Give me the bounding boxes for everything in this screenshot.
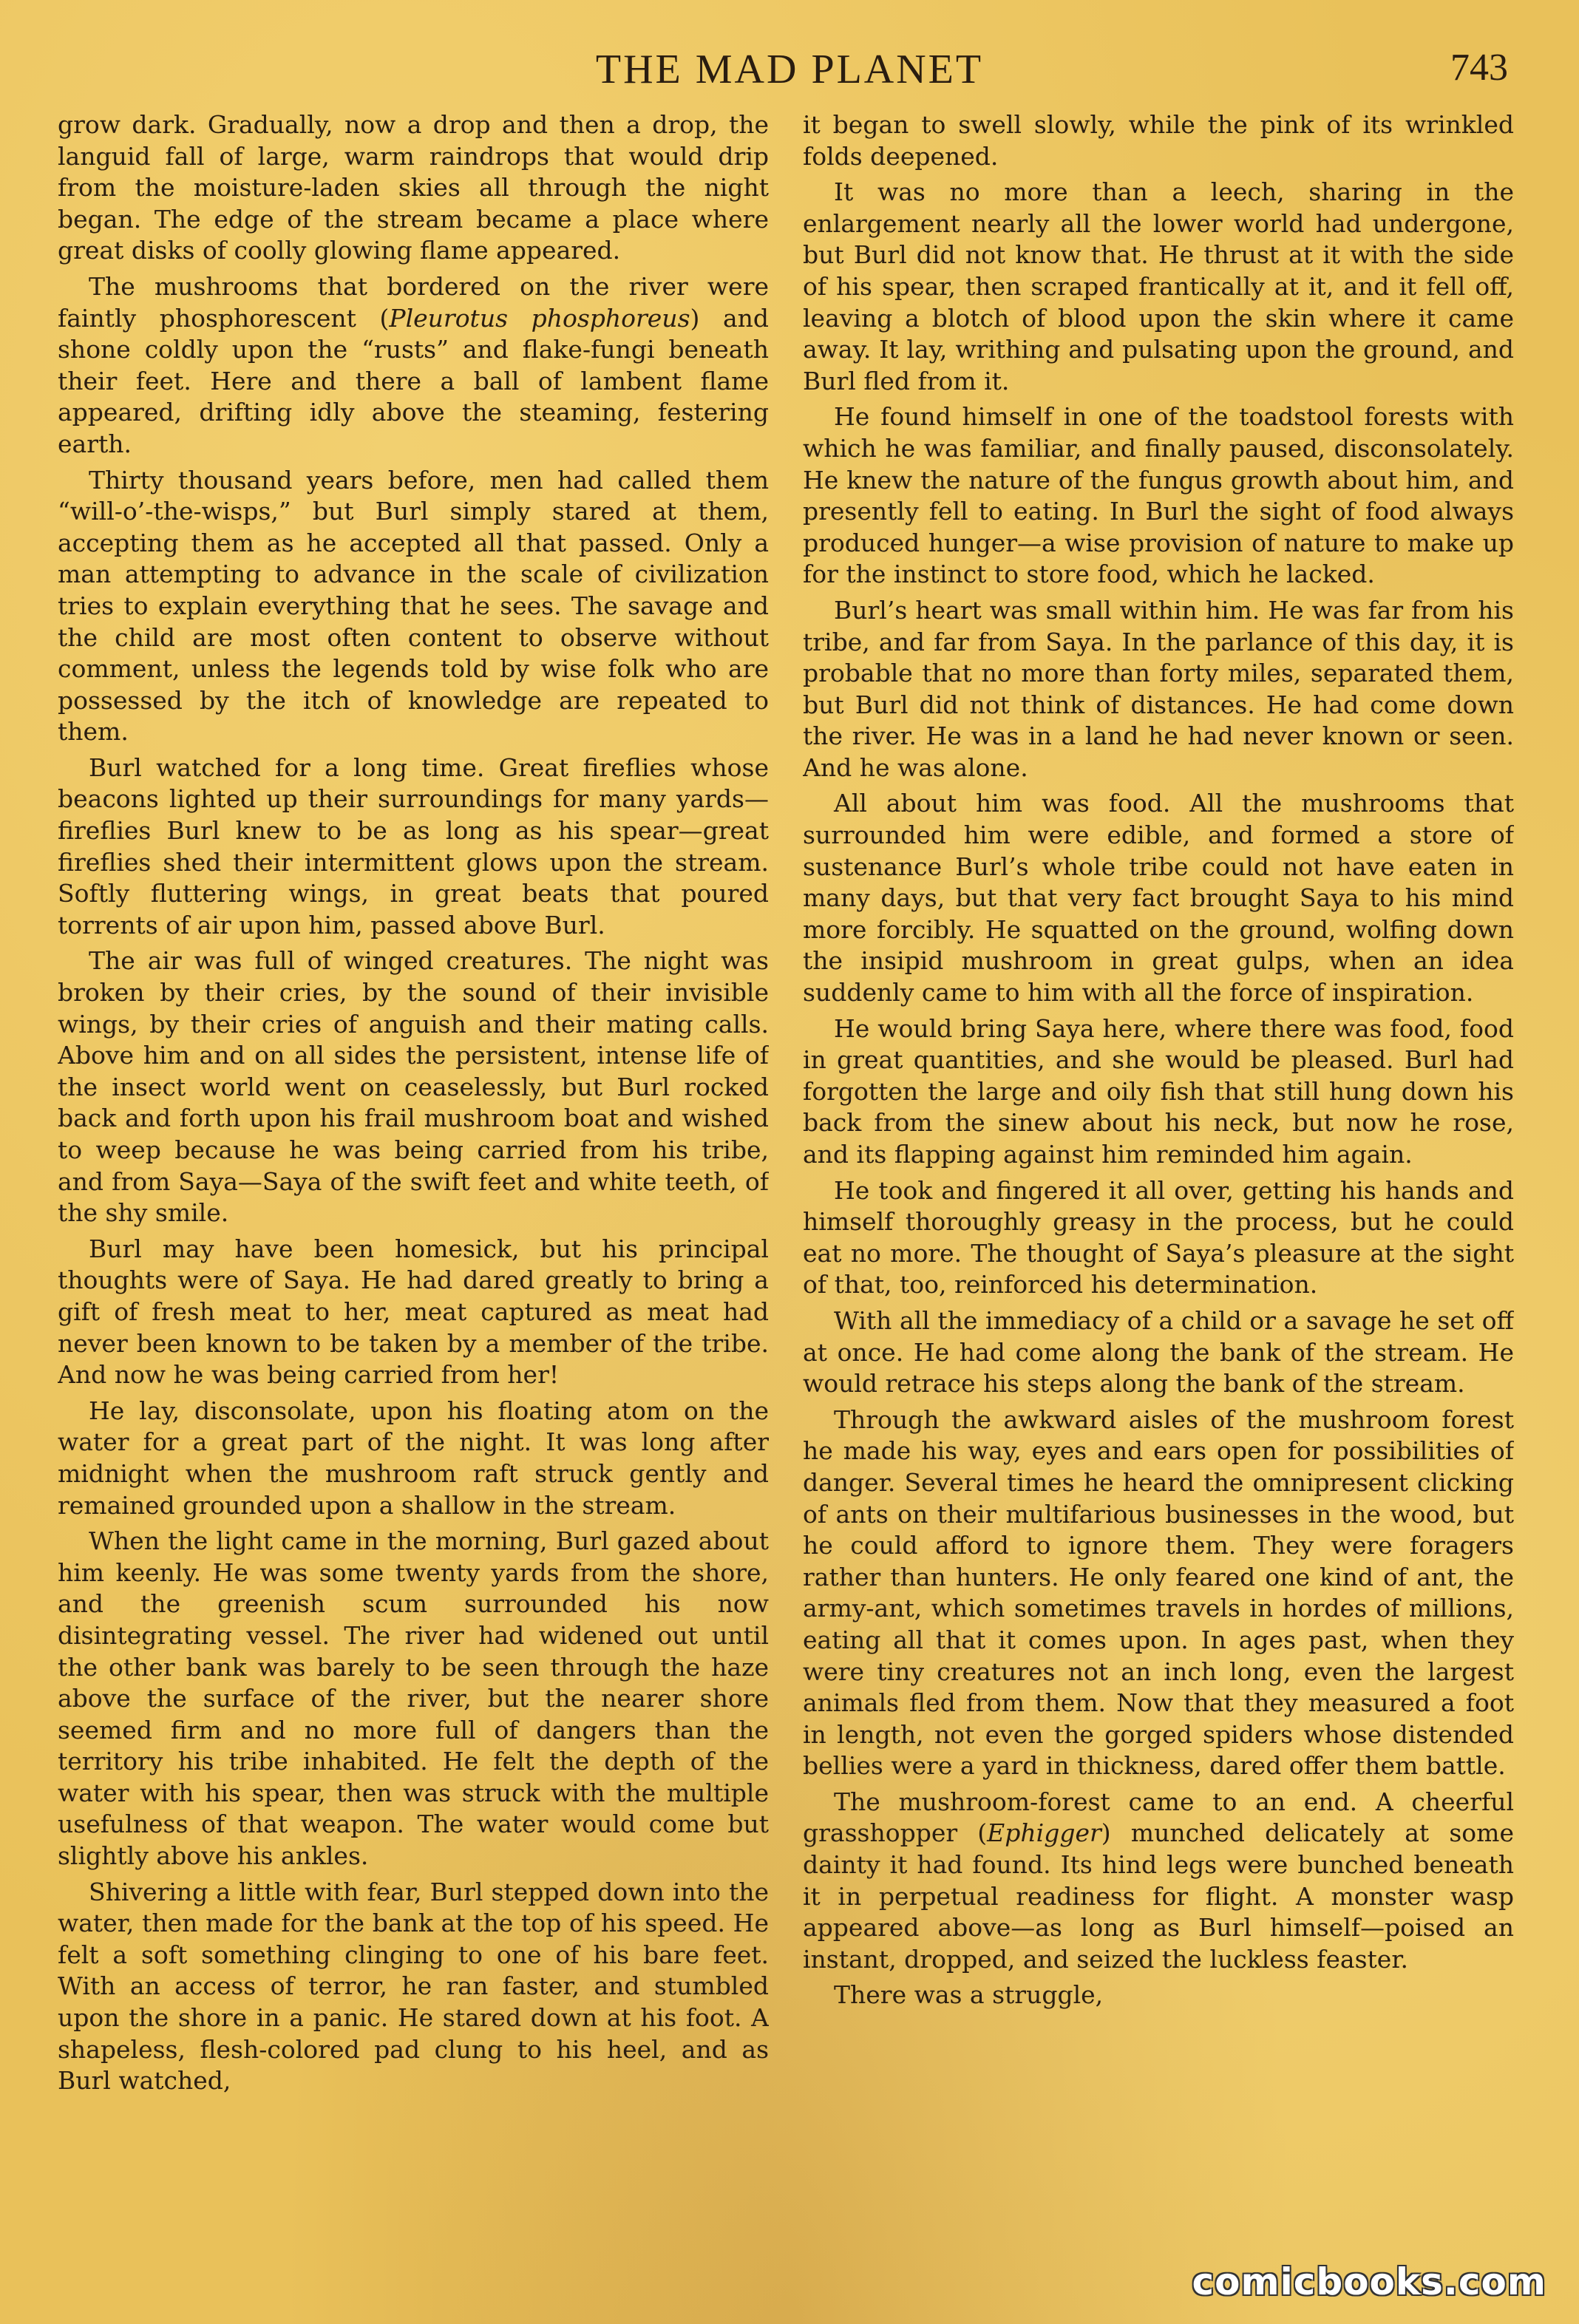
paragraph: Burl’s heart was small within him. He was far from his tribe, and far from Saya. In the parlance of this day, it is probable that no more than forty miles, separated them, but Burl did not think of distances. He had come down the river. He was in a land he had never known or seen. And he was alone.	[803, 595, 1514, 782]
left-column	[58, 109, 769, 2272]
paragraph: Burl may have been homesick, but his principal thoughts were of Saya. He had dared greatly to bring a gift of fresh meat to her, meat captured as meat had never been known to be taken by a member of the tribe. And now he was being carried from her!	[58, 1234, 769, 1390]
site-watermark: comicbooks.com	[1192, 2260, 1546, 2303]
paragraph	[58, 271, 769, 461]
paragraph: It was no more than a leech, sharing in the enlargement nearly all the lower world had undergone, but Burl did not know that. He thrust at it with the side of his spear, then scraped frantically at it, and it fell off, leaving a blotch of blood upon the skin where it came away. It lay, writhing and pulsating upon the ground, and Burl fled from it.	[803, 177, 1514, 395]
paragraph-text: The mushrooms that bordered on the river were faintly phosphorescent (	[58, 271, 769, 333]
paragraph: He lay, disconsolate, upon his floating atom on the water for a great part of the night. It was long after midnight when the mushroom raft struck gently and remained grounded upon a shallow in the stream.	[58, 1396, 769, 1520]
paragraph: grow dark. Gradually, now a drop and then a drop, the languid fall of large, warm raindrops that would drip from the moisture-laden skies all through the night began. The edge of the stream became a place where great disks of coolly glowing flame appeared.	[58, 110, 769, 265]
paragraph: Through the awkward aisles of the mushroom forest he made his way, eyes and ears open for possibilities of danger. Several times he heard the omnipresent clicking of ants on their multifarious businesses in the wood, but he could afford to ignore them. They were foragers rather than hunters. He only feared one kind of ant, the army-ant, which sometimes travels in hordes of millions, eating all that it comes upon. In ages past, when they were tiny creatures not an inch long, even the largest animals fled from them. Now that they measured a foot in length, not even the gorged spiders whose distended bellies were a yard in thickness, dared offer them battle.	[803, 1404, 1514, 1781]
page-header	[59, 46, 1520, 98]
running-title: THE MAD PLANET	[595, 47, 984, 92]
paragraph: He would bring Saya here, where there was food, food in great quantities, and she would be pleased. Burl had forgotten the large and oily fish that still hung down his back from the sinew about his neck, but now he rose, and its flapping against him reminded him again.	[803, 1013, 1514, 1169]
italic-species-name: Ephigger	[987, 1818, 1101, 1848]
paragraph: With all the immediacy of a child or a savage he set off at once. He had come along the bank of the stream. He would retrace his steps along the bank of the stream.	[803, 1305, 1514, 1399]
paragraph: He took and fingered it all over, getting his hands and himself thoroughly greasy in the process, but he could eat no more. The thought of Saya’s pleasure at the sight of that, too, reinforced his determination.	[803, 1175, 1514, 1299]
paragraph: Thirty thousand years before, men had called them “will-o’-the-wisps,” but Burl simply stared at them, accepting them as he accepted all that passed. Only a man attempting to advance in the scale of civilization tries to explain everything that he sees. The savage and the child are most often content to observe without comment, unless the legends told by wise folk who are possessed by the itch of knowledge are repeated to them.	[58, 465, 769, 747]
paragraph: All about him was food. All the mushrooms that surrounded him were edible, and formed a store of sustenance Burl’s whole tribe could not have eaten in many days, but that very fact brought Saya to his mind more forcibly. He squatted on the ground, wolfing down the insipid mushroom in great gulps, when an idea suddenly came to him with all the force of inspiration.	[803, 789, 1514, 1008]
paragraph	[803, 1787, 1514, 1976]
paragraph-text: The mushroom-forest came to an end. A cheerful grasshopper (	[803, 1787, 1514, 1848]
paragraph: Shivering a little with fear, Burl stepped down into the water, then made for the bank at the top of his speed. He felt a soft something clinging to one of his bare feet. With an access of terror, he ran faster, and stumbled upon the shore in a panic. He stared down at his foot. A shapeless, flesh-colored pad clung to his heel, and as Burl watched,	[58, 1877, 769, 2096]
italic-species-name: Pleurotus phosphoreus	[389, 303, 690, 333]
paragraph: it began to swell slowly, while the pink of its wrinkled folds deepened.	[803, 110, 1514, 171]
paragraph: Burl watched for a long time. Great fireflies whose beacons lighted up their surroundings for many yards—fireflies Burl knew to be as long as his spear—great fireflies shed their intermittent glows upon the stream. Softly fluttering wings, in great beats that poured torrents of air upon him, passed above Burl.	[58, 752, 769, 940]
paragraph: There was a struggle,	[834, 1980, 1104, 2010]
paragraph-text: ) and shone coldly upon the “rusts” and flake-fungi beneath their feet. Here and there a ball of lambent flame appeared, drifting idly above the steaming, festering earth.	[58, 303, 769, 458]
page-number: 743	[1450, 47, 1508, 89]
paragraph: When the light came in the morning, Burl gazed about him keenly. He was some twenty yards from the shore, and the greenish scum surrounded his now disintegrating vessel. The river had widened out until the other bank was barely to be seen through the haze above the surface of the river, but the nearer shore seemed firm and no more full of dangers than the territory his tribe inhabited. He felt the depth of the water with his spear, then was struck with the multiple usefulness of that weapon. The water would come but slightly above his ankles.	[58, 1526, 769, 1871]
right-column	[803, 109, 1514, 2272]
paragraph: The air was full of winged creatures. The night was broken by their cries, by the sound of their invisible wings, by their cries of anguish and their mating calls. Above him and on all sides the persistent, intense life of the insect world went on ceaselessly, but Burl rocked back and forth upon his frail mushroom boat and wished to weep because he was being carried from his tribe, and from Saya—Saya of the swift feet and white teeth, of the shy smile.	[58, 946, 769, 1228]
paragraph-text: ) munched delicately at some dainty it had found. Its hind legs were bunched beneath it in perpetual readiness for flight. A monster wasp appeared above—as long as Burl himself—poised an instant, dropped, and seized the luckless feaster.	[803, 1818, 1514, 1974]
paragraph: He found himself in one of the toadstool forests with which he was familiar, and finally paused, disconsolately. He knew the nature of the fungus growth about him, and presently fell to eating. In Burl the sight of food always produced hunger—a wise provision of nature to make up for the instinct to store food, which he lacked.	[803, 402, 1514, 589]
